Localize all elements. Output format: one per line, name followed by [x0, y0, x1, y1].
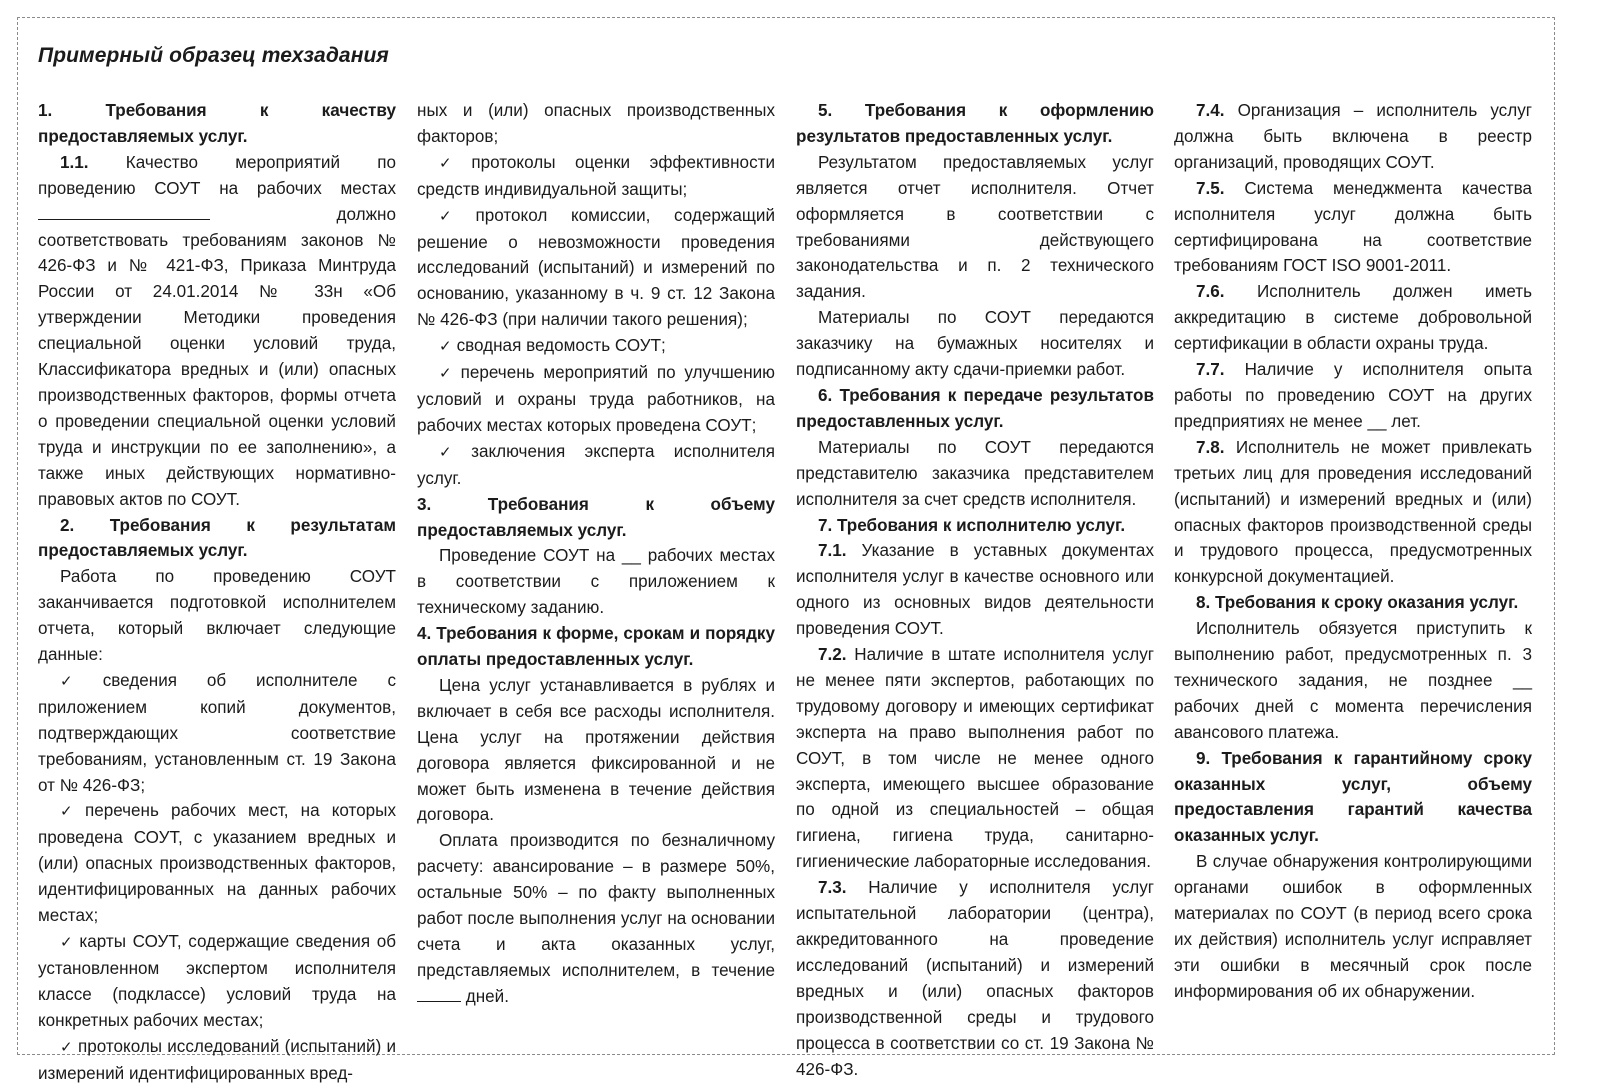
check-icon: ✓ — [439, 364, 456, 383]
check-item — [417, 333, 775, 360]
item-number: 7.8. — [1196, 437, 1225, 457]
item-1-1 — [38, 150, 396, 513]
paragraph: ных и (или) опасных производственных факторов; — [417, 101, 775, 146]
check-icon: ✓ — [60, 933, 75, 951]
check-item — [38, 798, 396, 929]
section-6-heading: 6. Требования к передаче результатов предоставленных услуг. — [796, 385, 1154, 431]
item-7-6 — [1174, 279, 1532, 357]
section-5-heading: 5. Требования к оформлению результатов предоставленных услуг. — [796, 101, 1154, 146]
paragraph-text: дней. — [465, 986, 509, 1006]
item-number: 7.1. — [818, 541, 847, 561]
paragraph: Результатом предоставляемых услуг является отчет исполнителя. Отчет оформляется в соответствии с требованиями действующего законодательства и п. 2 технического задания. — [796, 152, 1154, 302]
check-item — [38, 929, 396, 1034]
column-1 — [38, 98, 396, 1086]
item-7-5 — [1174, 176, 1532, 280]
item-text: должно соответствовать требованиям законов № 426-ФЗ и № 421-ФЗ, Приказа Минтруда России от 24.01.2014 № 33н «Об утверждении Методики проведения специальной оценки условий труда, Классификатора вредных и (или) опасных производственных факторов, формы отчета о проведении специальной оценки условий труда и инструкции по ее заполнению», а также иных действующих нормативно-правовых актов по СОУТ. — [38, 204, 396, 509]
item-7-7 — [1174, 357, 1532, 435]
item-text: Наличие у исполнителя опыта работы по проведению СОУТ на других предприятиях не менее — [1174, 360, 1533, 431]
paragraph — [417, 543, 775, 621]
section-1-heading: 1. Требования к качеству предоставляемых услуг. — [38, 101, 396, 146]
section-9-heading: 9. Требования к гарантийному сроку оказанных услуг, объему предоставления гарантий качества оказанных услуг. — [1174, 748, 1532, 846]
check-text: протоколы исследований (испытаний) и измерений идентифицированных вред- — [38, 1036, 396, 1083]
blank-line — [38, 219, 210, 220]
paragraph-text: рабочих дней с момента перечисления авансового платежа. — [1174, 696, 1532, 742]
item-text: Указание в уставных документах исполнителя услуг в качестве основного или одного из основных видов деятельности проведения СОУТ. — [796, 541, 1154, 639]
item-text: Исполнитель должен иметь аккредитацию в системе добровольной сертификации в области охраны труда. — [1174, 282, 1532, 354]
check-icon: ✓ — [439, 206, 471, 225]
check-text: сводная ведомость СОУТ; — [456, 336, 666, 356]
item-7-2 — [796, 642, 1154, 875]
check-icon: ✓ — [439, 442, 467, 461]
item-text: Качество мероприятий по проведению СОУТ на рабочих местах — [38, 152, 396, 198]
paragraph — [417, 828, 775, 1009]
check-item — [417, 360, 775, 439]
paragraph: Материалы по СОУТ передаются представителю заказчика представителем исполнителя за счет средств исполнителя. — [796, 437, 1154, 509]
item-number: 1.1. — [60, 152, 89, 172]
item-number: 7.7. — [1196, 360, 1225, 380]
check-icon: ✓ — [60, 802, 80, 821]
check-item — [417, 150, 775, 203]
check-text: карты СОУТ, содержащие сведения об установленном экспертом исполнителя классе (подклассе) условий труда на конкретных рабочих местах; — [38, 932, 396, 1030]
check-item — [38, 668, 396, 799]
check-text: протокол комиссии, содержащий решение о невозможности проведения исследований (испытаний) и измерений по основанию, указанному в ч. 9 ст. 12 Закона № 426-ФЗ (при наличии такого решения); — [417, 205, 775, 330]
item-text: Наличие у исполнителя услуг испытательной лаборатории (центра), аккредитованного на проведение исследований (испытаний) и измерений вредных и (или) опасных факторов производственной среды и трудового процесса в соответствии со ст. 19 Закона № 426-ФЗ. — [796, 878, 1154, 1079]
blank-line: __ — [1367, 411, 1387, 431]
check-text: перечень мероприятий по улучшению условий и охраны труда работников, на рабочих местах которых проведена СОУТ; — [417, 363, 775, 435]
item-number: 7.4. — [1196, 101, 1225, 120]
item-text: Наличие в штате исполнителя услуг не менее пяти экспертов, работающих по трудовому договору и имеющих сертификат эксперта на право выполнения работ по СОУТ, в том числе не менее одного эксперта, имеющего высшее образование по одной из специальностей – общая гигиена, гигиена труда, санитарно-гигиенические лабораторные исследования. — [796, 645, 1155, 872]
blank-line: __ — [1513, 670, 1533, 690]
paragraph-text: рабочих местах в соответствии с приложением к техническому заданию. — [417, 546, 776, 618]
paragraph-text: Проведение СОУТ на — [439, 546, 616, 566]
section-3-heading: 3. Требования к объему предоставляемых услуг. — [417, 494, 775, 540]
item-number: 7.3. — [818, 878, 847, 898]
item-number: 7.2. — [818, 645, 847, 665]
item-7-3 — [796, 875, 1154, 1082]
item-text: лет. — [1391, 411, 1421, 431]
paragraph: Цена услуг устанавливается в рублях и включает в себя все расходы исполнителя. Цена услуг на протяжении действия договора является фиксированной и не может быть изменена в течение действия договора. — [417, 675, 775, 825]
check-icon: ✓ — [60, 1037, 73, 1056]
column-2 — [417, 98, 775, 1010]
paragraph: В случае обнаружения контролирующими органами ошибок в оформленных материалах по СОУТ (в период всего срока их действия) исполнитель услуг исправляет эти ошибки в месячный срок после информирования об их обнаружении. — [1174, 852, 1532, 1001]
check-item — [417, 203, 775, 334]
item-7-1 — [796, 538, 1154, 642]
section-2-heading: 2. Требования к результатам предоставляемых услуг. — [38, 515, 396, 561]
paragraph — [1174, 616, 1532, 746]
column-4 — [1174, 98, 1532, 1005]
page-title: Примерный образец техзадания — [38, 44, 389, 67]
check-item — [38, 1034, 396, 1087]
paragraph-text: Исполнитель обязуется приступить к выполнению работ, предусмотренных п. 3 технического задания, не позднее — [1174, 619, 1532, 690]
column-3 — [796, 98, 1154, 1082]
paragraph: Материалы по СОУТ передаются заказчику на бумажных носителях и подписанному акту сдачи-приемки работ. — [796, 308, 1154, 380]
paragraph: Работа по проведению СОУТ заканчивается подготовкой исполнителем отчета, который включает следующие данные: — [38, 567, 396, 665]
check-icon: ✓ — [439, 153, 467, 172]
item-number: 7.6. — [1196, 282, 1225, 302]
section-8-heading: 8. Требования к сроку оказания услуг. — [1196, 593, 1519, 613]
check-text: заключения эксперта исполнителя услуг. — [417, 441, 775, 488]
check-icon: ✓ — [439, 337, 452, 356]
check-icon: ✓ — [60, 671, 98, 690]
item-7-4 — [1174, 98, 1532, 176]
check-item — [417, 439, 775, 492]
check-text: протоколы оценки эффективности средств индивидуальной защиты; — [417, 152, 775, 199]
paragraph-text: Оплата производится по безналичному расчету: авансирование – в размере 50%, остальные 50% – по факту выполненных работ после выполнения услуг на основании счета и акта оказанных услуг, представляемых исполнителем, в течение — [417, 831, 775, 980]
item-number: 7.5. — [1196, 178, 1225, 198]
blank-line: __ — [621, 546, 641, 566]
item-text: Организация – исполнитель услуг должна быть включена в реестр организаций, проводящих СОУТ. — [1174, 101, 1532, 172]
item-text: Система менеджмента качества исполнителя услуг должна быть сертифицирована на соответствие требованиям ГОСТ ISO 9001-2011. — [1174, 178, 1532, 276]
item-text: Исполнитель не может привлекать третьих лиц для проведения исследований (испытаний) и измерений вредных и (или) опасных факторов производственной среды и трудового процесса, предусмотренных конкурсной документацией. — [1174, 437, 1532, 587]
blank-line — [417, 1001, 461, 1002]
item-7-8 — [1174, 435, 1532, 590]
check-text: перечень рабочих мест, на которых проведена СОУТ, с указанием вредных и (или) опасных производственных факторов, идентифицированных на данных рабочих местах; — [38, 801, 396, 926]
check-text: сведения об исполнителе с приложением копий документов, подтверждающих соответствие требованиям, установленным ст. 19 Закона от № 426-ФЗ; — [38, 670, 396, 795]
section-7-heading: 7. Требования к исполнителю услуг. — [818, 515, 1126, 535]
section-4-heading: 4. Требования к форме, срокам и порядку оплаты предоставленных услуг. — [417, 624, 775, 670]
